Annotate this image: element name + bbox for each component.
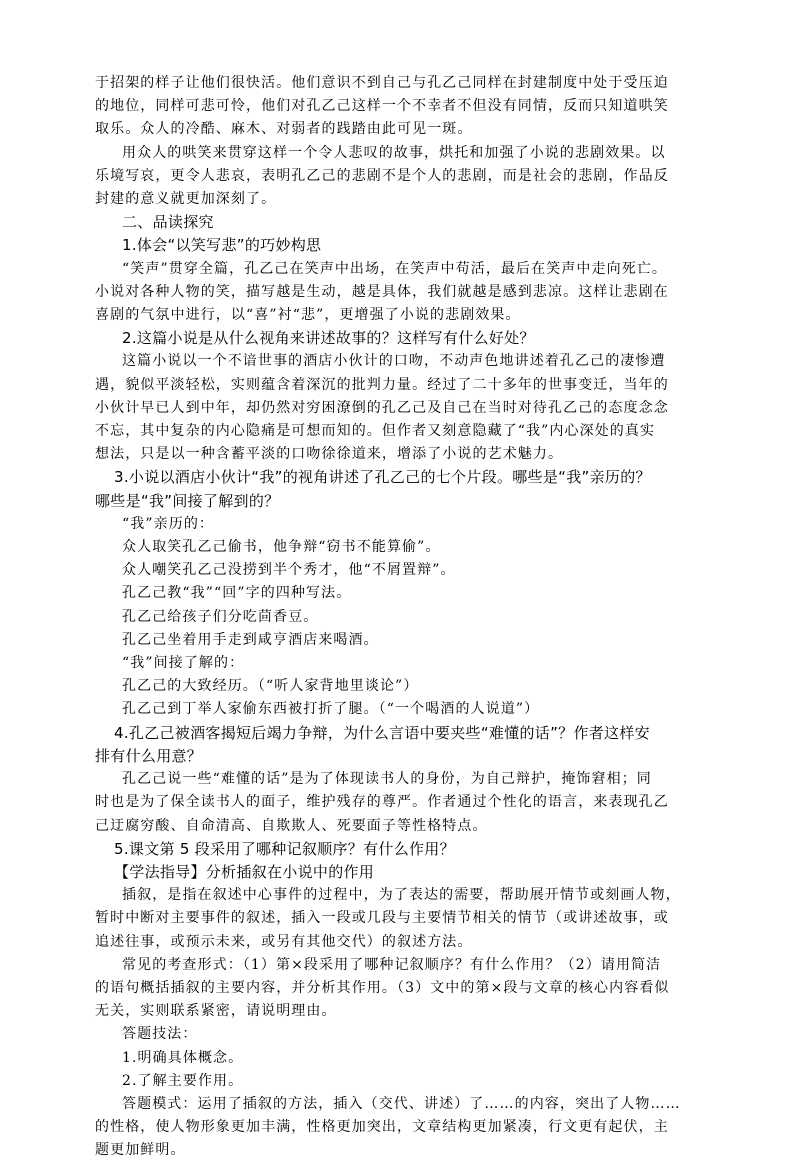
heading-line: 哪些是“我”间接了解到的？ [95,491,280,510]
text-line: 这篇小说以一个不谙世事的酒店小伙计的口吻，不动声色地讲述着孔乙己的凄惨遭 [122,353,666,370]
text-line: 不忘，其中复杂的内心隐痛是可想而知的。但作者又刻意隐藏了“我”内心深处的真实 [95,423,656,440]
text-line: 时也是为了保全读书人的面子，维护残存的尊严。作者通过个性化的语言，来表现孔乙 [95,794,669,811]
text-line: 想法，只是以一种含蓄平淡的口吻徐徐道来，增添了小说的艺术魅力。 [95,446,564,463]
text-line: 小伙计早已人到中年，却仍然对穷困潦倒的孔乙己及自己在当时对待孔乙己的态度念念 [95,399,669,416]
text-line: 小说对各种人物的笑，描写越是生动，越是具体，我们就越是感到悲凉。这样让悲剧在 [95,283,669,300]
heading-line: 3.小说以酒店小伙计“我”的视角讲述了孔乙己的七个片段。哪些是“我”亲历的？ [114,468,651,487]
document-page [95,72,705,1163]
heading-line: 1.体会“以笑写悲”的巧妙构思 [122,236,322,255]
text-line: 的地位，同样可悲可怜，他们对孔乙己这样一个不幸者不但没有同情，反而只知道哄笑 [95,98,669,115]
text-line: 插叙，是指在叙述中心事件的过程中，为了表达的需要，帮助展开情节或刻画人物， [122,887,681,904]
text-line: 无关，实则联系紧密，请说明理由。 [95,1003,337,1020]
text-line: 取乐。众人的冷酷、麻木、对弱者的践踏由此可见一斑。 [95,121,473,138]
text-line: 1.明确具体概念。 [122,1049,244,1066]
text-line: 暂时中断对主要事件的叙述，插入一段或几段与主要情节相关的情节（或讲述故事，或 [95,910,669,927]
text-line: 孔乙己的大致经历。（“听人家背地里谈论”） [122,678,419,695]
text-line: 喜剧的气氛中进行，以“喜”衬“悲”，更增强了小说的悲剧效果。 [95,307,521,324]
text-line: 乐境写哀，更令人悲哀，表明孔乙己的悲剧不是个人的悲剧，而是社会的悲剧，作品反 [95,167,669,184]
text-line: 的语句概括插叙的主要内容，并分析其作用。（3）文中的第×段与文章的核心内容看似 [95,979,670,996]
heading-line: 二、品读探究 [122,213,214,232]
text-line: 常见的考查形式：（1）第×段采用了哪种记叙顺序？有什么作用？（2）请用简洁 [122,956,662,973]
text-line: 孔乙己说一些“难懂的话”是为了体现读书人的身份，为自己辩护，掩饰窘相；同 [122,771,652,788]
text-line: 孔乙己教“我”“回”字的四种写法。 [122,585,352,602]
text-line: 遇，貌似平淡轻松，实则蕴含着深沉的批判力量。经过了二十多年的世事变迁，当年的 [95,376,669,393]
text-line: 追述往事，或预示未来，或另有其他交代）的叙述方法。 [95,933,473,950]
text-line: 于招架的样子让他们很快活。他们意识不到自己与孔乙己同样在封建制度中处于受压迫 [95,75,669,91]
heading-line: 2.这篇小说是从什么视角来讲述故事的？这样写有什么好处？ [122,329,535,348]
text-line: 孔乙己到丁举人家偷东西被打折了腿。（“一个喝酒的人说道”） [122,701,540,718]
text-line: 众人嘲笑孔乙己没捞到半个秀才，他“不屑置辩”。 [122,562,456,579]
heading-line: 【学法指导】分析插叙在小说中的作用 [114,862,375,881]
text-line: “笑声”贯穿全篇，孔乙己在笑声中出场，在笑声中苟活，最后在笑声中走向死亡。 [122,260,668,277]
text-line: 答题模式：运用了插叙的方法，插入（交代、讲述）了……的内容，突出了人物…… [122,1095,681,1112]
text-line: 题更加鲜明。 [95,1142,186,1159]
heading-line: 4.孔乙己被酒客揭短后竭力争辩，为什么言语中要夹些“难懂的话”？作者这样安 [114,723,650,742]
text-line: 封建的意义就更加深刻了。 [95,191,277,208]
text-line: 众人取笑孔乙己偷书，他争辩“窃书不能算偷”。 [122,539,441,556]
text-line: 孔乙己坐着用手走到咸亨酒店来喝酒。 [122,631,379,648]
heading-line: 排有什么用意？ [95,746,203,765]
text-line: “我”间接了解的： [122,655,245,672]
heading-line: 5.课文第 5 段采用了哪种记叙顺序？有什么作用？ [114,839,455,858]
text-line: 孔乙己给孩子们分吃茴香豆。 [122,608,319,625]
text-line: “我”亲历的： [122,515,215,532]
text-line: 己迂腐穷酸、自命清高、自欺欺人、死要面子等性格特点。 [95,817,488,834]
text-line: 2.了解主要作用。 [122,1072,244,1089]
text-line: 用众人的哄笑来贯穿这样一个令人悲叹的故事，烘托和加强了小说的悲剧效果。以 [122,144,666,161]
text-line: 的性格，使人物形象更加丰满，性格更加突出，文章结构更加紧凑，行文更有起伏，主 [95,1119,669,1136]
text-line: 答题技法： [122,1026,198,1043]
